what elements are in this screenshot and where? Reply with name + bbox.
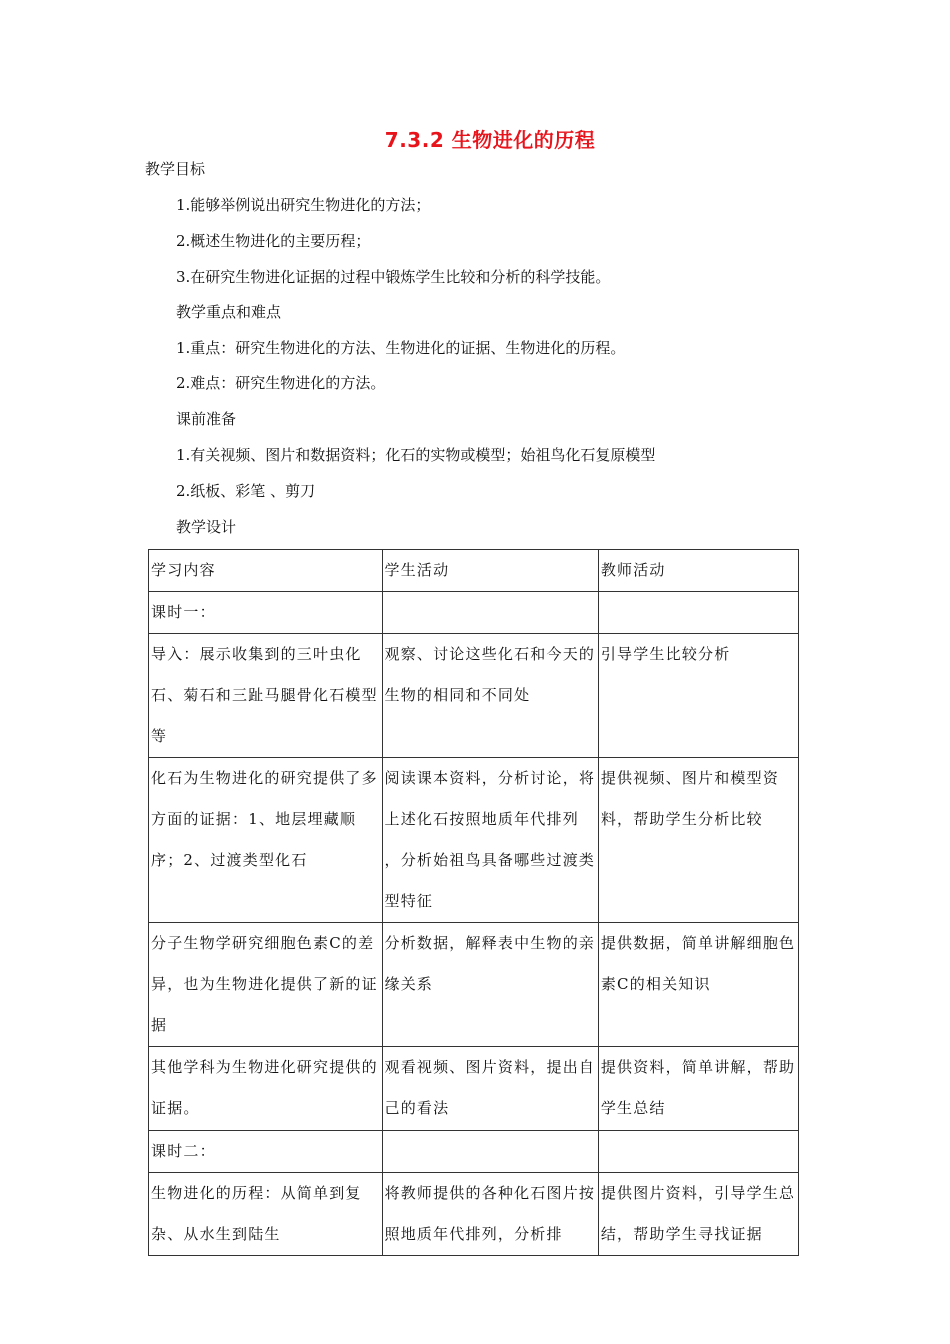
cell-content: 分子生物学研究细胞色素C的差异，也为生物进化提供了新的证据 [149,923,383,1047]
table-row [149,1173,799,1256]
cell-teacher: 提供资料，简单讲解，帮助学生总结 [598,1047,798,1131]
objective-item: 1.能够举例说出研究生物进化的方法； [176,196,431,214]
cell-student: 观察、讨论这些化石和今天的生物的相同和不同处 [382,634,598,758]
preparation-item: 2.纸板、彩笔 、剪刀 [176,482,316,500]
header-student: 学生活动 [382,550,598,592]
header-teacher: 教师活动 [598,550,798,592]
table-cell-empty [382,592,598,634]
period-label: 课时一： [149,592,383,634]
objective-item: 3.在研究生物进化证据的过程中锻炼学生比较和分析的科学技能。 [176,268,611,286]
preparation-heading: 课前准备 [176,410,237,428]
table-cell-empty [382,1131,598,1173]
table-row [149,1131,799,1173]
lesson-design-table [148,549,799,1256]
key-point-item: 1.重点：研究生物进化的方法、生物进化的证据、生物进化的历程。 [176,339,626,357]
table-header-row [149,550,799,592]
table-row [149,758,799,923]
design-heading: 教学设计 [176,518,237,536]
cell-teacher: 提供视频、图片和模型资料，帮助学生分析比较 [598,758,798,923]
cell-student: 观看视频、图片资料，提出自己的看法 [382,1047,598,1131]
cell-content: 其他学科为生物进化研究提供的证据。 [149,1047,383,1131]
cell-content: 生物进化的历程：从简单到复杂、从水生到陆生 [149,1173,383,1256]
table-row [149,923,799,1047]
preparation-item: 1.有关视频、图片和数据资料；化石的实物或模型；始祖鸟化石复原模型 [176,446,656,464]
table-row [149,592,799,634]
cell-teacher: 引导学生比较分析 [598,634,798,758]
key-point-item: 2.难点：研究生物进化的方法。 [176,374,386,392]
header-content: 学习内容 [149,550,383,592]
cell-student: 阅读课本资料，分析讨论，将上述化石按照地质年代排列 ，分析始祖鸟具备哪些过渡类型特征 [382,758,598,923]
table-cell-empty [598,592,798,634]
cell-teacher: 提供数据，简单讲解细胞色素C的相关知识 [598,923,798,1047]
objective-item: 2.概述生物进化的主要历程； [176,232,371,250]
cell-student: 将教师提供的各种化石图片按照地质年代排列，分析排 [382,1173,598,1256]
cell-content: 导入：展示收集到的三叶虫化石、菊石和三趾马腿骨化石模型等 [149,634,383,758]
period-label: 课时二： [149,1131,383,1173]
table-row [149,634,799,758]
table-row [149,1047,799,1131]
page-title: 7.3.2 生物进化的历程 [384,128,596,152]
cell-teacher: 提供图片资料，引导学生总结，帮助学生寻找证据 [598,1173,798,1256]
objectives-heading: 教学目标 [145,160,206,178]
key-points-heading: 教学重点和难点 [176,303,282,321]
cell-student: 分析数据，解释表中生物的亲缘关系 [382,923,598,1047]
cell-content: 化石为生物进化的研究提供了多方面的证据：1、地层埋藏顺序；2、过渡类型化石 [149,758,383,923]
table-cell-empty [598,1131,798,1173]
